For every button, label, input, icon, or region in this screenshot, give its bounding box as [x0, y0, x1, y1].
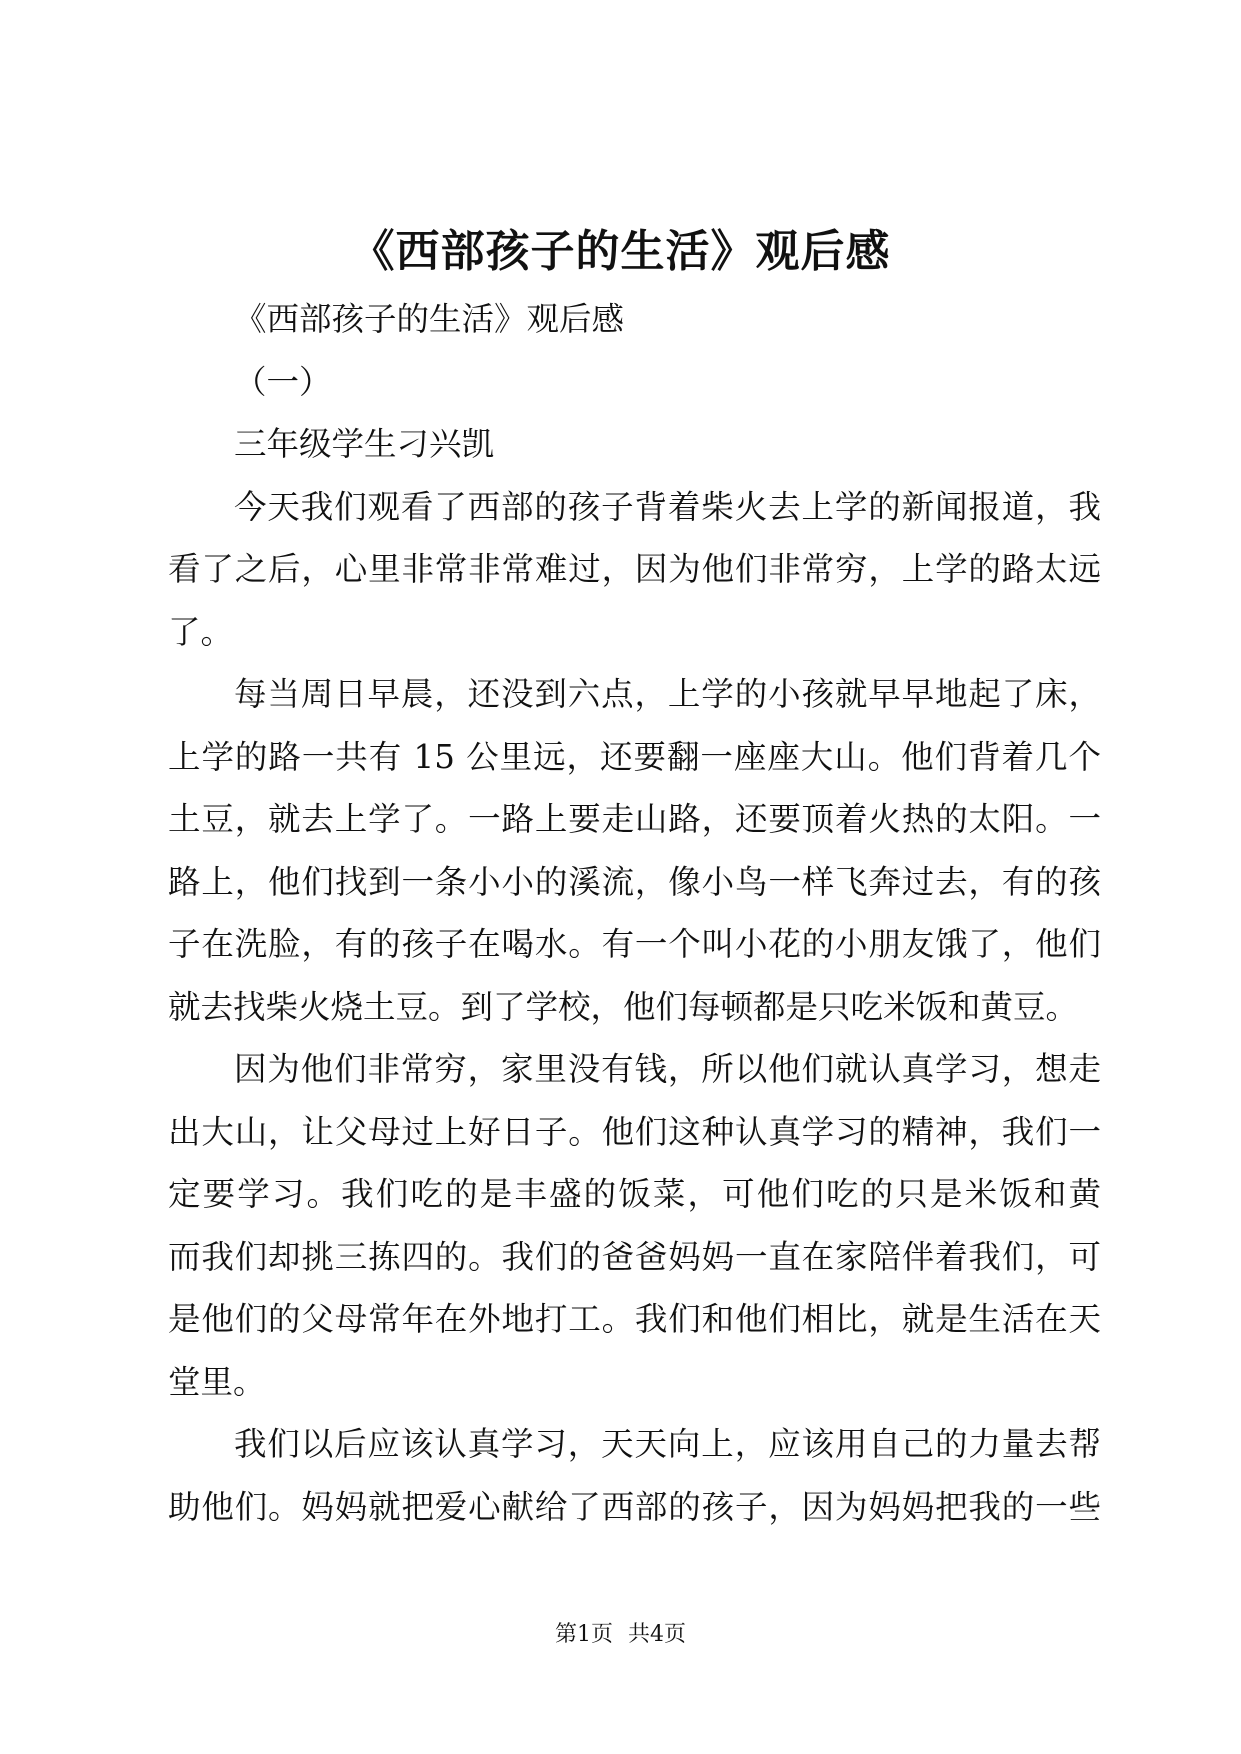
document-subtitle: 《西部孩子的生活》观后感 [234, 300, 625, 338]
paragraph-line: 看了之后，心里非常非常难过，因为他们非常穷，上学的路太远 [168, 550, 1101, 588]
document-body [168, 288, 1101, 1538]
paragraph-line: 上学的路一共有 15 公里远，还要翻一座座大山。他们背着几个 [168, 737, 1101, 776]
paragraph-line: 子在洗脸，有的孩子在喝水。有一个叫小花的小朋友饿了，他们 [168, 925, 1101, 963]
paragraph-line: 是他们的父母常年在外地打工。我们和他们相比，就是生活在天 [168, 1300, 1101, 1338]
paragraph-line: 而我们却挑三拣四的。我们的爸爸妈妈一直在家陪伴着我们，可 [168, 1237, 1101, 1276]
paragraph [168, 476, 1101, 664]
paragraph-line: 助他们。妈妈就把爱心献给了西部的孩子，因为妈妈把我的一些 [168, 1487, 1101, 1526]
paragraph-line: 今天我们观看了西部的孩子背着柴火去上学的新闻报道，我 [234, 487, 1101, 526]
paragraph [168, 1038, 1101, 1413]
section-label: （一） [234, 362, 332, 401]
paragraph-line: 土豆，就去上学了。一路上要走山路，还要顶着火热的太阳。一 [168, 800, 1101, 838]
paragraph-line: 每当周日早晨，还没到六点，上学的小孩就早早地起了床， [234, 675, 1101, 713]
author-line: 三年级学生刁兴凯 [234, 425, 495, 463]
paragraph-line: 路上，他们找到一条小小的溪流，像小鸟一样飞奔过去，有的孩 [168, 862, 1101, 901]
paragraph-line: 定要学习。我们吃的是丰盛的饭菜，可他们吃的只是米饭和黄 [168, 1175, 1101, 1213]
paragraph-line: 堂里。 [168, 1362, 266, 1401]
paragraph-line: 我们以后应该认真学习，天天向上，应该用自己的力量去帮 [234, 1425, 1101, 1463]
page-title: 《西部孩子的生活》观后感 [350, 226, 891, 277]
paragraph [168, 1413, 1101, 1538]
page-number-footer: 第1页 共4页 [555, 1622, 686, 1647]
paragraph [168, 663, 1101, 1038]
paragraph-line: 出大山，让父母过上好日子。他们这种认真学习的精神，我们一 [168, 1112, 1101, 1151]
paragraph-line: 就去找柴火烧土豆。到了学校，他们每顿都是只吃米饭和黄豆。 [168, 987, 1079, 1026]
paragraph-line: 因为他们非常穷，家里没有钱，所以他们就认真学习，想走 [234, 1050, 1101, 1088]
paragraph-line: 了。 [168, 612, 234, 651]
